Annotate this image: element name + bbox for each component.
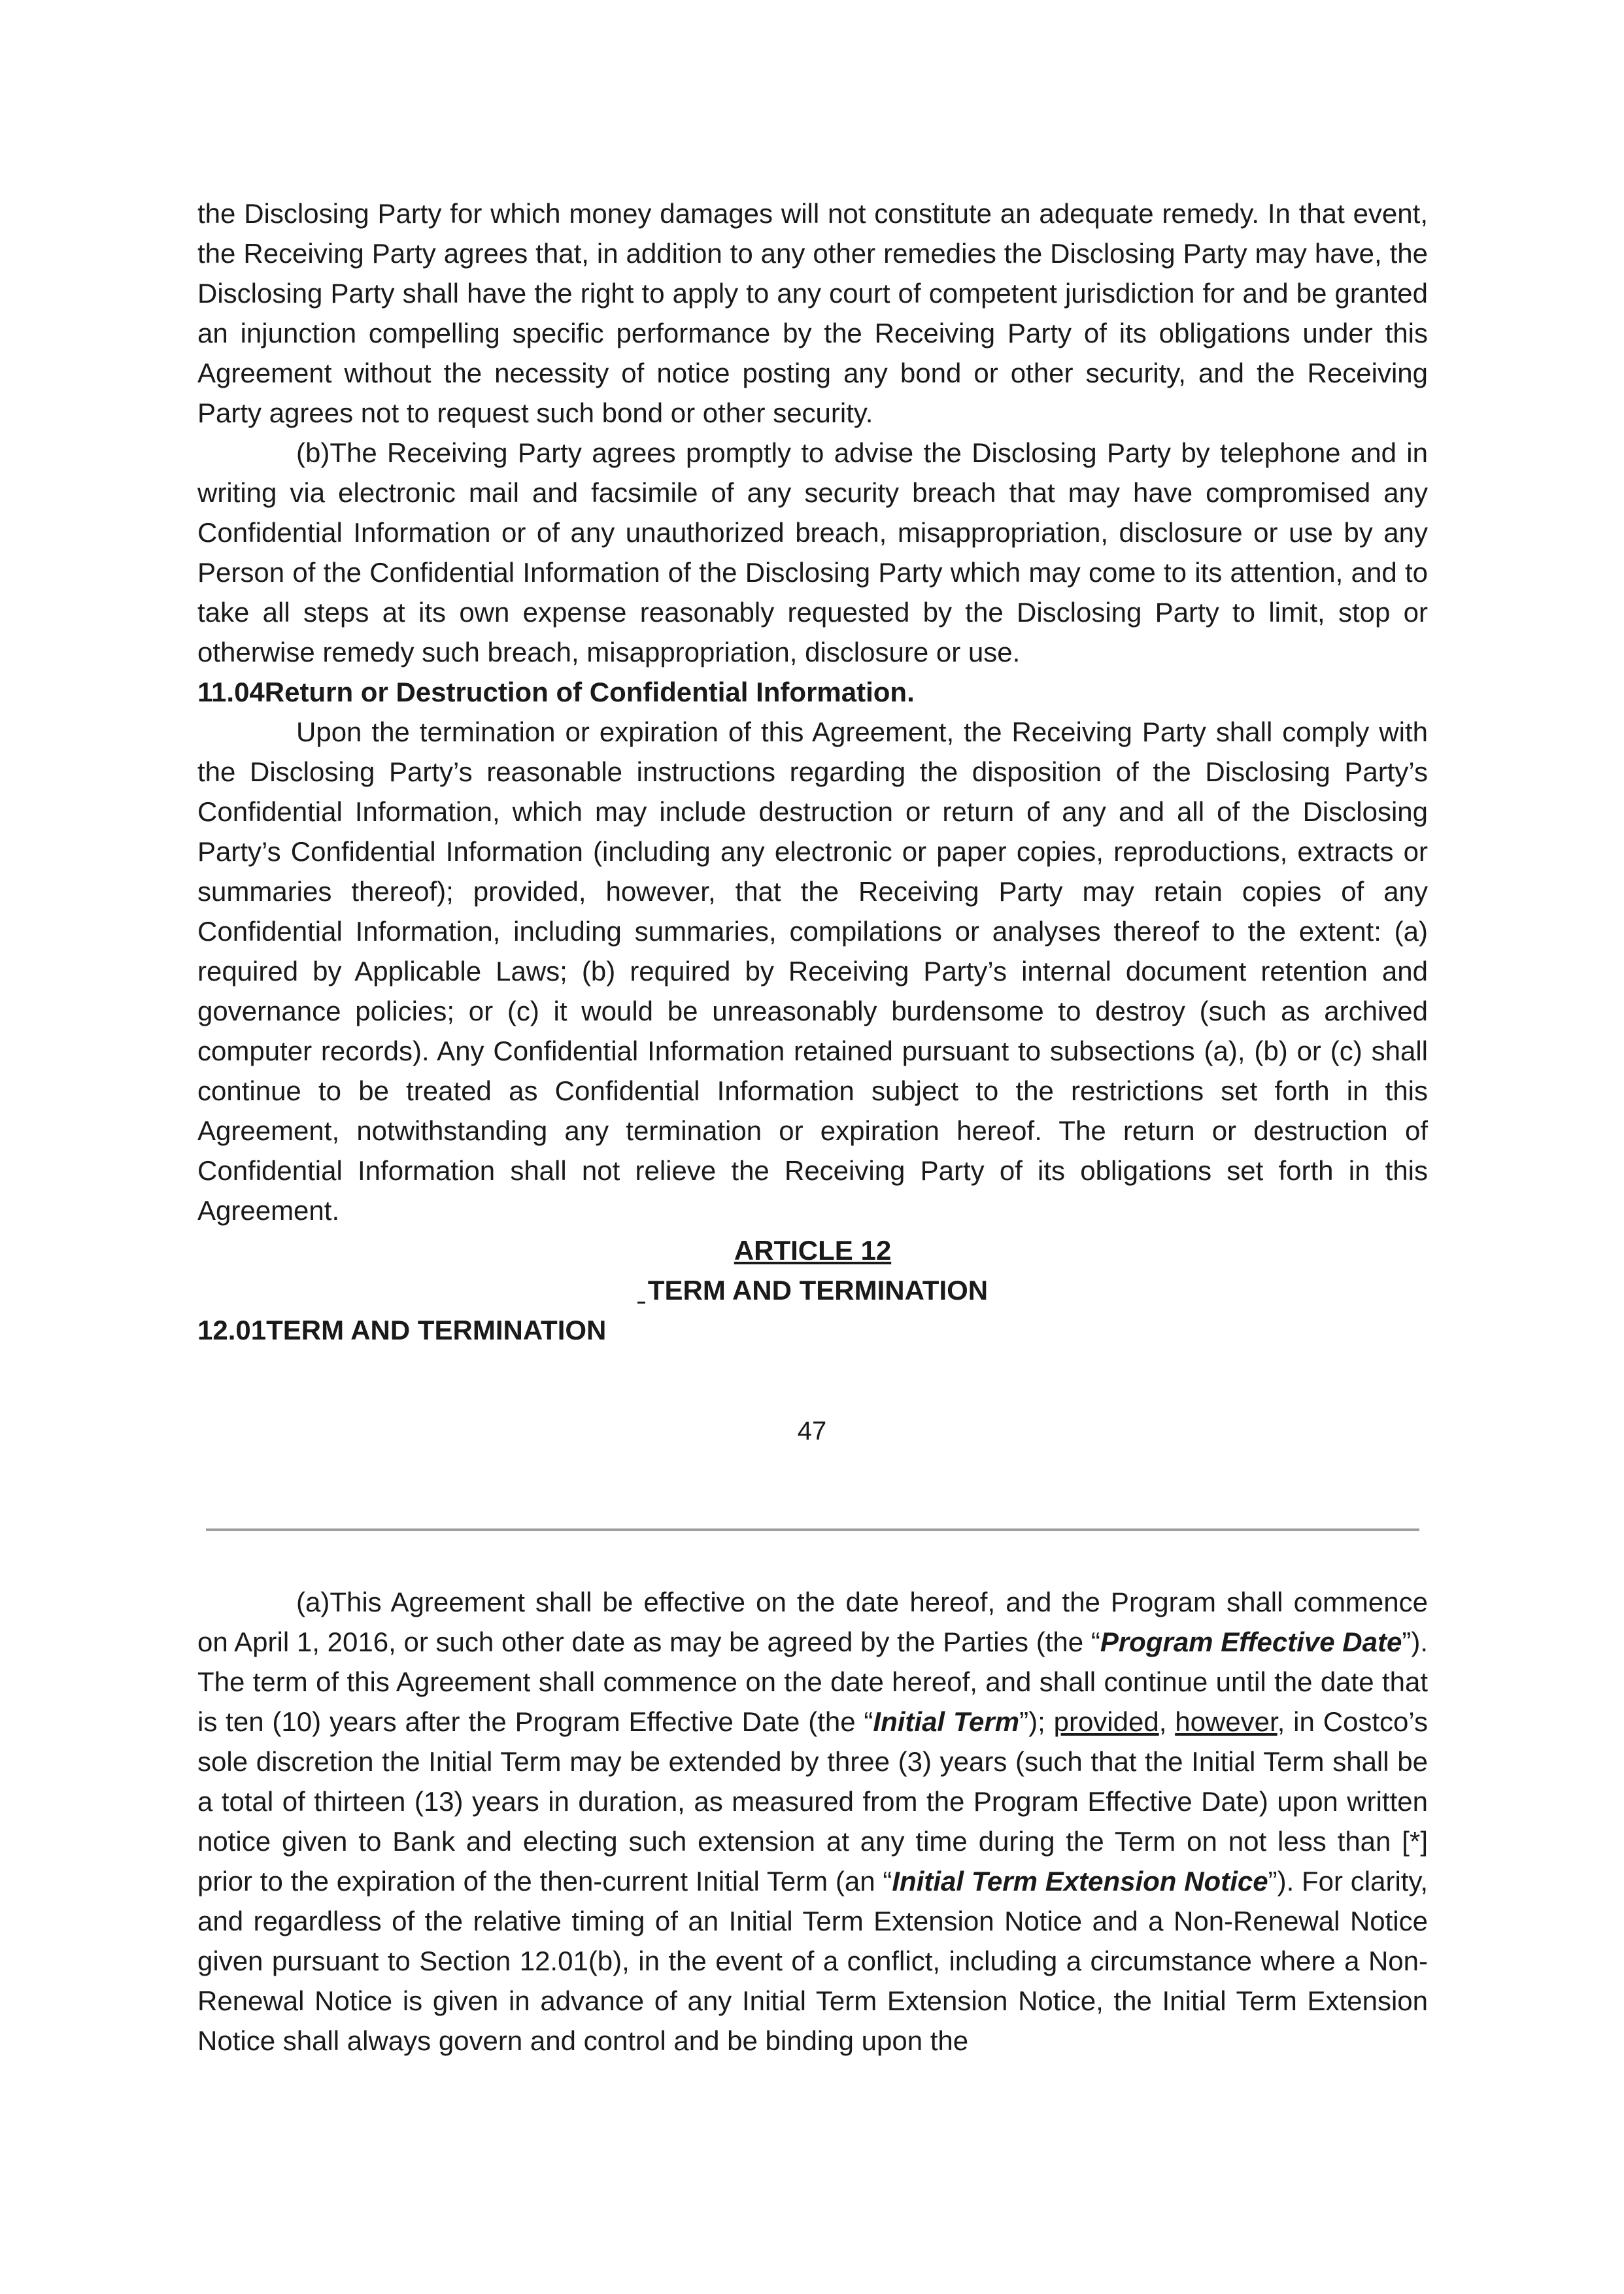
page-break-divider <box>206 1528 1419 1531</box>
defined-term-program-effective-date: Program Effective Date <box>1100 1627 1402 1657</box>
page-number: 47 <box>797 1417 827 1445</box>
defined-term-initial-term-extension-notice: Initial Term Extension Notice <box>892 1866 1268 1897</box>
text-run: ”). For clarity, and regardless of the relative timing of an Initial Term Extension Notice and a Non-Renewal Notice given pursuant to Section 12.01(b), in the event of a conflict, including a circumstance where a Non-Renewal Notice is given in advance of any Initial Term Extension Notice, the Initial Term Extension Notice shall always govern and control and be binding upon the <box>197 1866 1428 2056</box>
article-title-line <box>197 1270 1428 1310</box>
page-47-content <box>197 194 1428 1350</box>
article-title: TERM AND TERMINATION <box>647 1275 989 1306</box>
underlined-however: however <box>1175 1706 1277 1737</box>
page-48-content <box>197 1582 1428 2061</box>
paragraph-continuation: the Disclosing Party for which money damages will not constitute an adequate remedy. In that event, the Receiving Party agrees that, in addition to any other remedies the Disclosing Party may have, the Disclosing Party shall have the right to apply to any court of competent jurisdiction for and be granted an injunction compelling specific performance by the Receiving Party of its obligations under this Agreement without the necessity of notice posting any bond or other security, and the Receiving Party agrees not to request such bond or other security. <box>197 198 1428 428</box>
paragraph-12-01-a <box>197 1582 1428 2061</box>
text-run: ”). The term of this Agreement shall commence on the date hereof, and shall continue until the date that is ten (10) years after the Program Effective Date (the “ <box>197 1627 1428 1737</box>
text-run: (a)This Agreement shall be effective on the date hereof, and the Program shall commence on April 1, 2016, or such other date as may be agreed by the Parties (the “ <box>197 1587 1428 1657</box>
defined-term-initial-term: Initial Term <box>873 1706 1020 1737</box>
article-number: ARTICLE 12 <box>734 1235 892 1266</box>
text-run: ”); <box>1019 1706 1054 1737</box>
text-run: , in Costco’s sole discretion the Initial Term may be extended by three (3) years (such that the Initial Term shall be a total of thirteen (13) years in duration, as measured from the Program Effective Date) upon written notice given to Bank and electing such extension at any time during the Term on not less than [*] prior to the expiration of the then-current Initial Term (an “ <box>197 1706 1428 1897</box>
section-heading-11-04: 11.04Return or Destruction of Confidential Information. <box>197 677 915 707</box>
text-run: , <box>1159 1706 1176 1737</box>
underlined-provided: provided <box>1053 1706 1159 1737</box>
paragraph-b: (b)The Receiving Party agrees promptly to advise the Disclosing Party by telephone and in writing via electronic mail and facsimile of any security breach that may have compromised any Confidential Information or of any unauthorized breach, misappropriation, disclosure or use by any Person of the Confidential Information of the Disclosing Party which may come to its attention, and to take all steps at its own expense reasonably requested by the Disclosing Party to limit, stop or otherwise remedy such breach, misappropriation, disclosure or use. <box>197 437 1428 667</box>
section-heading-12-01: 12.01TERM AND TERMINATION <box>197 1315 607 1345</box>
stray-underline-mark <box>637 1302 645 1304</box>
paragraph-11-04: Upon the termination or expiration of this Agreement, the Receiving Party shall comply with the Disclosing Party’s reasonable instructions regarding the disposition of the Disclosing Party’s Confidential Information, which may include destruction or return of any and all of the Disclosing Party’s Confidential Information (including any electronic or paper copies, reproductions, extracts or summaries thereof); provided, however, that the Receiving Party may retain copies of any Confidential Information, including summaries, compilations or analyses thereof to the extent: (a) required by Applicable Laws; (b) required by Receiving Party’s internal document retention and governance policies; or (c) it would be unreasonably burdensome to destroy (such as archived computer records). Any Confidential Information retained pursuant to subsections (a), (b) or (c) shall continue to be treated as Confidential Information subject to the restrictions set forth in this Agreement, notwithstanding any termination or expiration hereof. The return or destruction of Confidential Information shall not relieve the Receiving Party of its obligations set forth in this Agreement. <box>197 717 1428 1226</box>
